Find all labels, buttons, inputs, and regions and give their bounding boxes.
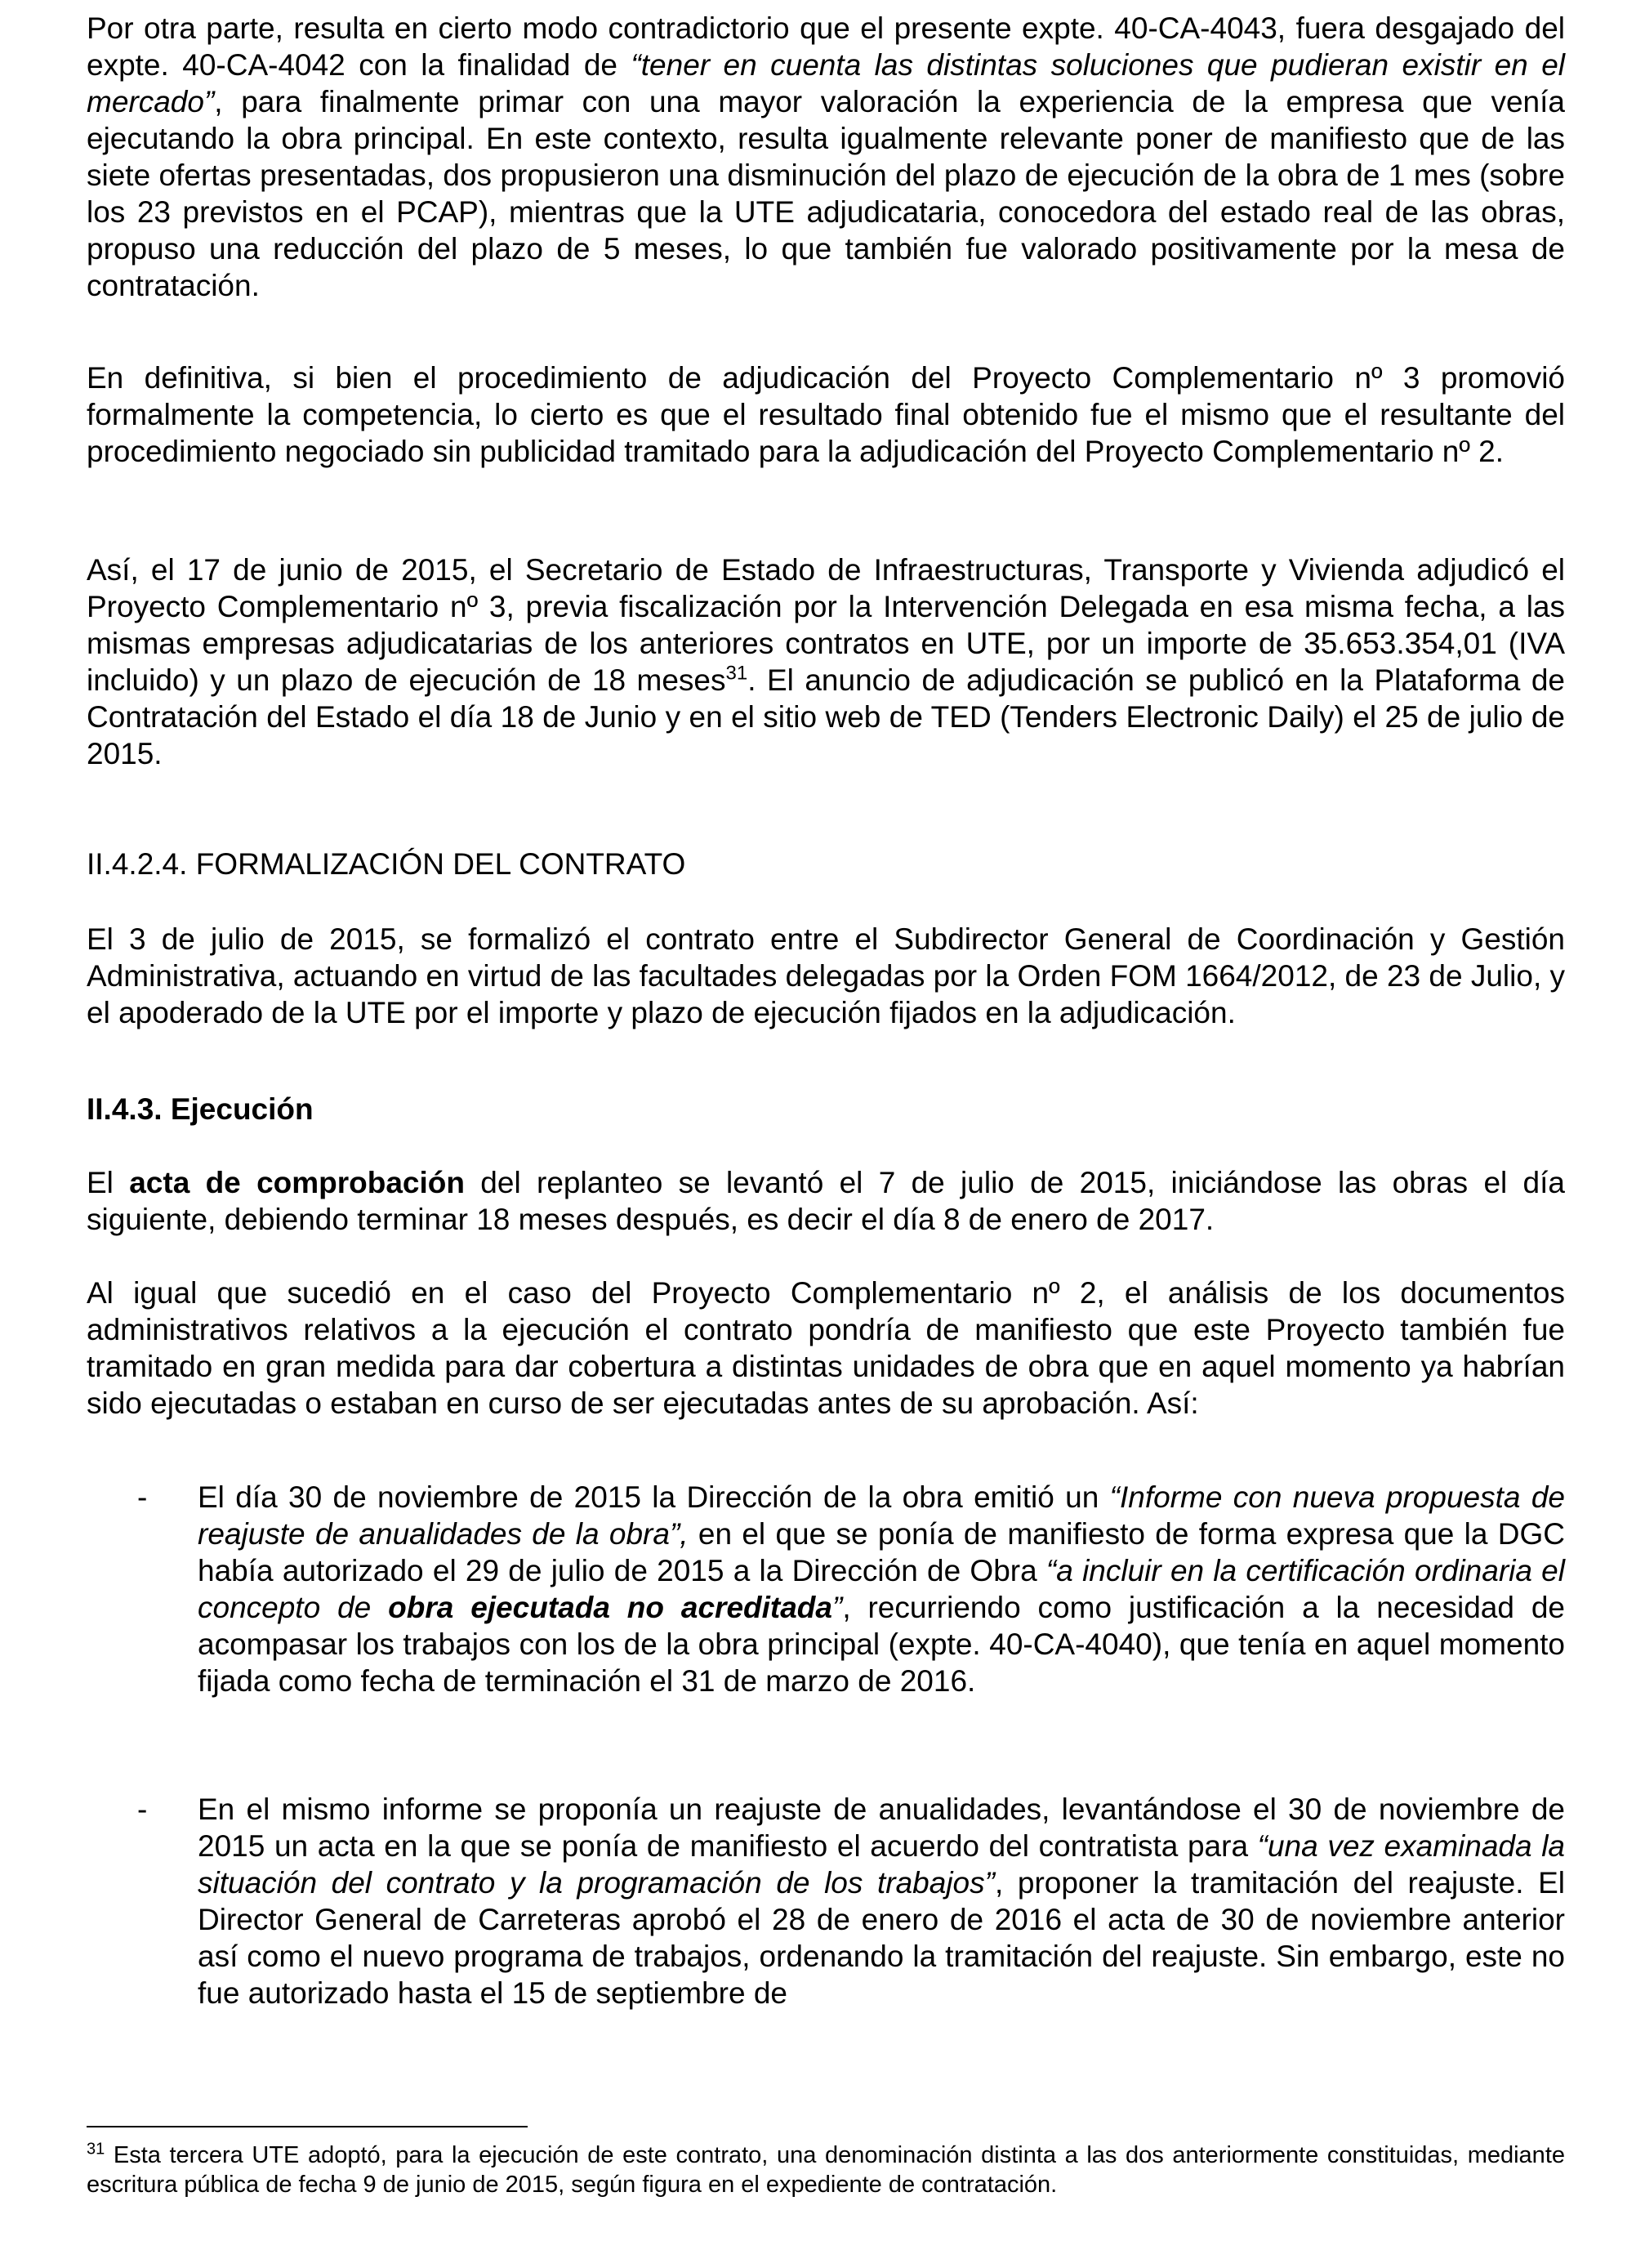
text-run: , para finalmente primar con una mayor valoración la experiencia de la empresa que venía ejecutando la obra principal. En este contexto, resulta igualmente relevante poner de manifiesto que de las siete ofertas presentadas, dos propusieron una disminución del plazo de ejecución de la obra de 1 mes (sobre los 23 previstos en el PCAP), mientras que la UTE adjudicataria, conocedora del estado real de las obras, propuso una reducción del plazo de 5 meses, lo que también fue valorado positivamente por la mesa de contratación.: [87, 85, 1565, 302]
text-run: , proponer la tramitación del reajuste. El Director General de Carreteras aprobó el 28 de enero de 2016 el acta de 30 de noviembre anterior así como el nuevo programa de trabajos, ordenando la tramitación del reajuste. Sin embargo, este no fue autorizado hasta el 15 de septiembre de: [198, 1866, 1565, 2010]
list-item-text: [198, 1479, 1565, 1699]
italic-quote: “Informe con nueva propuesta de reajuste de anualidades de la obra”,: [198, 1480, 1565, 1551]
paragraph-formalization: El 3 de julio de 2015, se formalizó el contrato entre el Subdirector General de Coordinación y Gestión Administrativa, actuando en virtud de las facultades delegadas por la Orden FOM 1664/2012, de 23 de Julio, y el apoderado de la UTE por el importe y plazo de ejecución fijados en la adjudicación.: [87, 922, 1565, 1029]
footnote-reference: 31: [725, 662, 748, 685]
text-run: en el que se ponía de manifiesto de forma expresa que la DGC había autorizado el 29 de julio de 2015 a la Dirección de Obra: [198, 1517, 1565, 1587]
italic-quote: “una vez examinada la situación del contrato y la programación de los trabajos”: [198, 1829, 1565, 1900]
section-heading-formalizacion: II.4.2.4. FORMALIZACIÓN DEL CONTRATO: [87, 847, 686, 881]
bold-italic-term: obra ejecutada no acreditada: [388, 1591, 832, 1624]
italic-quote: ”: [831, 1591, 843, 1624]
paragraph-analysis: Al igual que sucedió en el caso del Proyecto Complementario nº 2, el análisis de los documentos administrativos relativos a la ejecución el contrato pondría de manifiesto que este Proyecto también fue tramitado en gran medida para dar cobertura a distintas unidades de obra que en aquel momento ya habrían sido ejecutadas o estaban en curso de ser ejecutadas antes de su aprobación. Así:: [87, 1276, 1565, 1420]
text-run: Por otra parte, resulta en cierto modo contradictorio que el presente expte. 40-CA-4043, fuera desgajado del expte. 40-CA-4042 con la finalidad de: [87, 11, 1565, 82]
text-run: El día 30 de noviembre de 2015 la Dirección de la obra emitió un: [198, 1480, 1110, 1514]
bullet-dash: -: [137, 1793, 148, 1826]
paragraph-adjudication: [87, 551, 1565, 772]
section-heading-ejecucion: II.4.3. Ejecución: [87, 1092, 314, 1126]
bullet-dash: -: [137, 1480, 148, 1514]
text-run: . El anuncio de adjudicación se publicó en la Plataforma de Contratación del Estado el día 18 de Junio y en el sitio web de TED (Tenders Electronic Daily) el 25 de julio de 2015.: [87, 663, 1565, 770]
footnote: [87, 2141, 1565, 2199]
paragraph-conclusion: En definitiva, si bien el procedimiento de adjudicación del Proyecto Complementario nº 3 promovió formalmente la competencia, lo cierto es que el resultado final obtenido fue el mismo que el resultante del procedimiento negociado sin publicidad tramitado para la adjudicación del Proyecto Complementario nº 2.: [87, 361, 1565, 468]
list-item-text: [198, 1791, 1565, 2011]
italic-quote: “tener en cuenta las distintas soluciones que pudieran existir en el mercado”: [87, 48, 1565, 118]
bold-term: acta de comprobación: [129, 1166, 465, 1199]
paragraph-contradiction: [87, 10, 1565, 304]
text-run: Así, el 17 de junio de 2015, el Secretario de Estado de Infraestructuras, Transporte y Vivienda adjudicó el Proyecto Complementario nº 3, previa fiscalización por la Intervención Delegada en esa misma fecha, a las mismas empresas adjudicatarias de los anteriores contratos en UTE, por un importe de 35.653.354,01 (IVA incluido) y un plazo de ejecución de 18 meses: [87, 553, 1565, 697]
paragraph-acta: [87, 1164, 1565, 1238]
text-run: El: [87, 1166, 130, 1199]
text-run: , recurriendo como justificación a la necesidad de acompasar los trabajos con los de la obra principal (expte. 40-CA-4040), que tenía en aquel momento fijada como fecha de terminación el 31 de marzo de 2016.: [198, 1591, 1565, 1698]
footnote-text: Esta tercera UTE adoptó, para la ejecución de este contrato, una denominación distinta a las dos anteriormente constituidas, mediante escritura pública de fecha 9 de junio de 2015, según figura en el expediente de contratación.: [87, 2142, 1565, 2198]
italic-quote: “a incluir en la certificación ordinaria el concepto de: [198, 1554, 1565, 1624]
footnote-separator: [87, 2126, 528, 2127]
text-run: En el mismo informe se proponía un reajuste de anualidades, levantándose el 30 de noviembre de 2015 un acta en la que se ponía de manifiesto el acuerdo del contratista para: [198, 1793, 1565, 1863]
text-run: del replanteo se levantó el 7 de julio de 2015, iniciándose las obras el día siguiente, debiendo terminar 18 meses después, es decir el día 8 de enero de 2017.: [87, 1166, 1565, 1236]
footnote-number: 31: [87, 2140, 105, 2159]
